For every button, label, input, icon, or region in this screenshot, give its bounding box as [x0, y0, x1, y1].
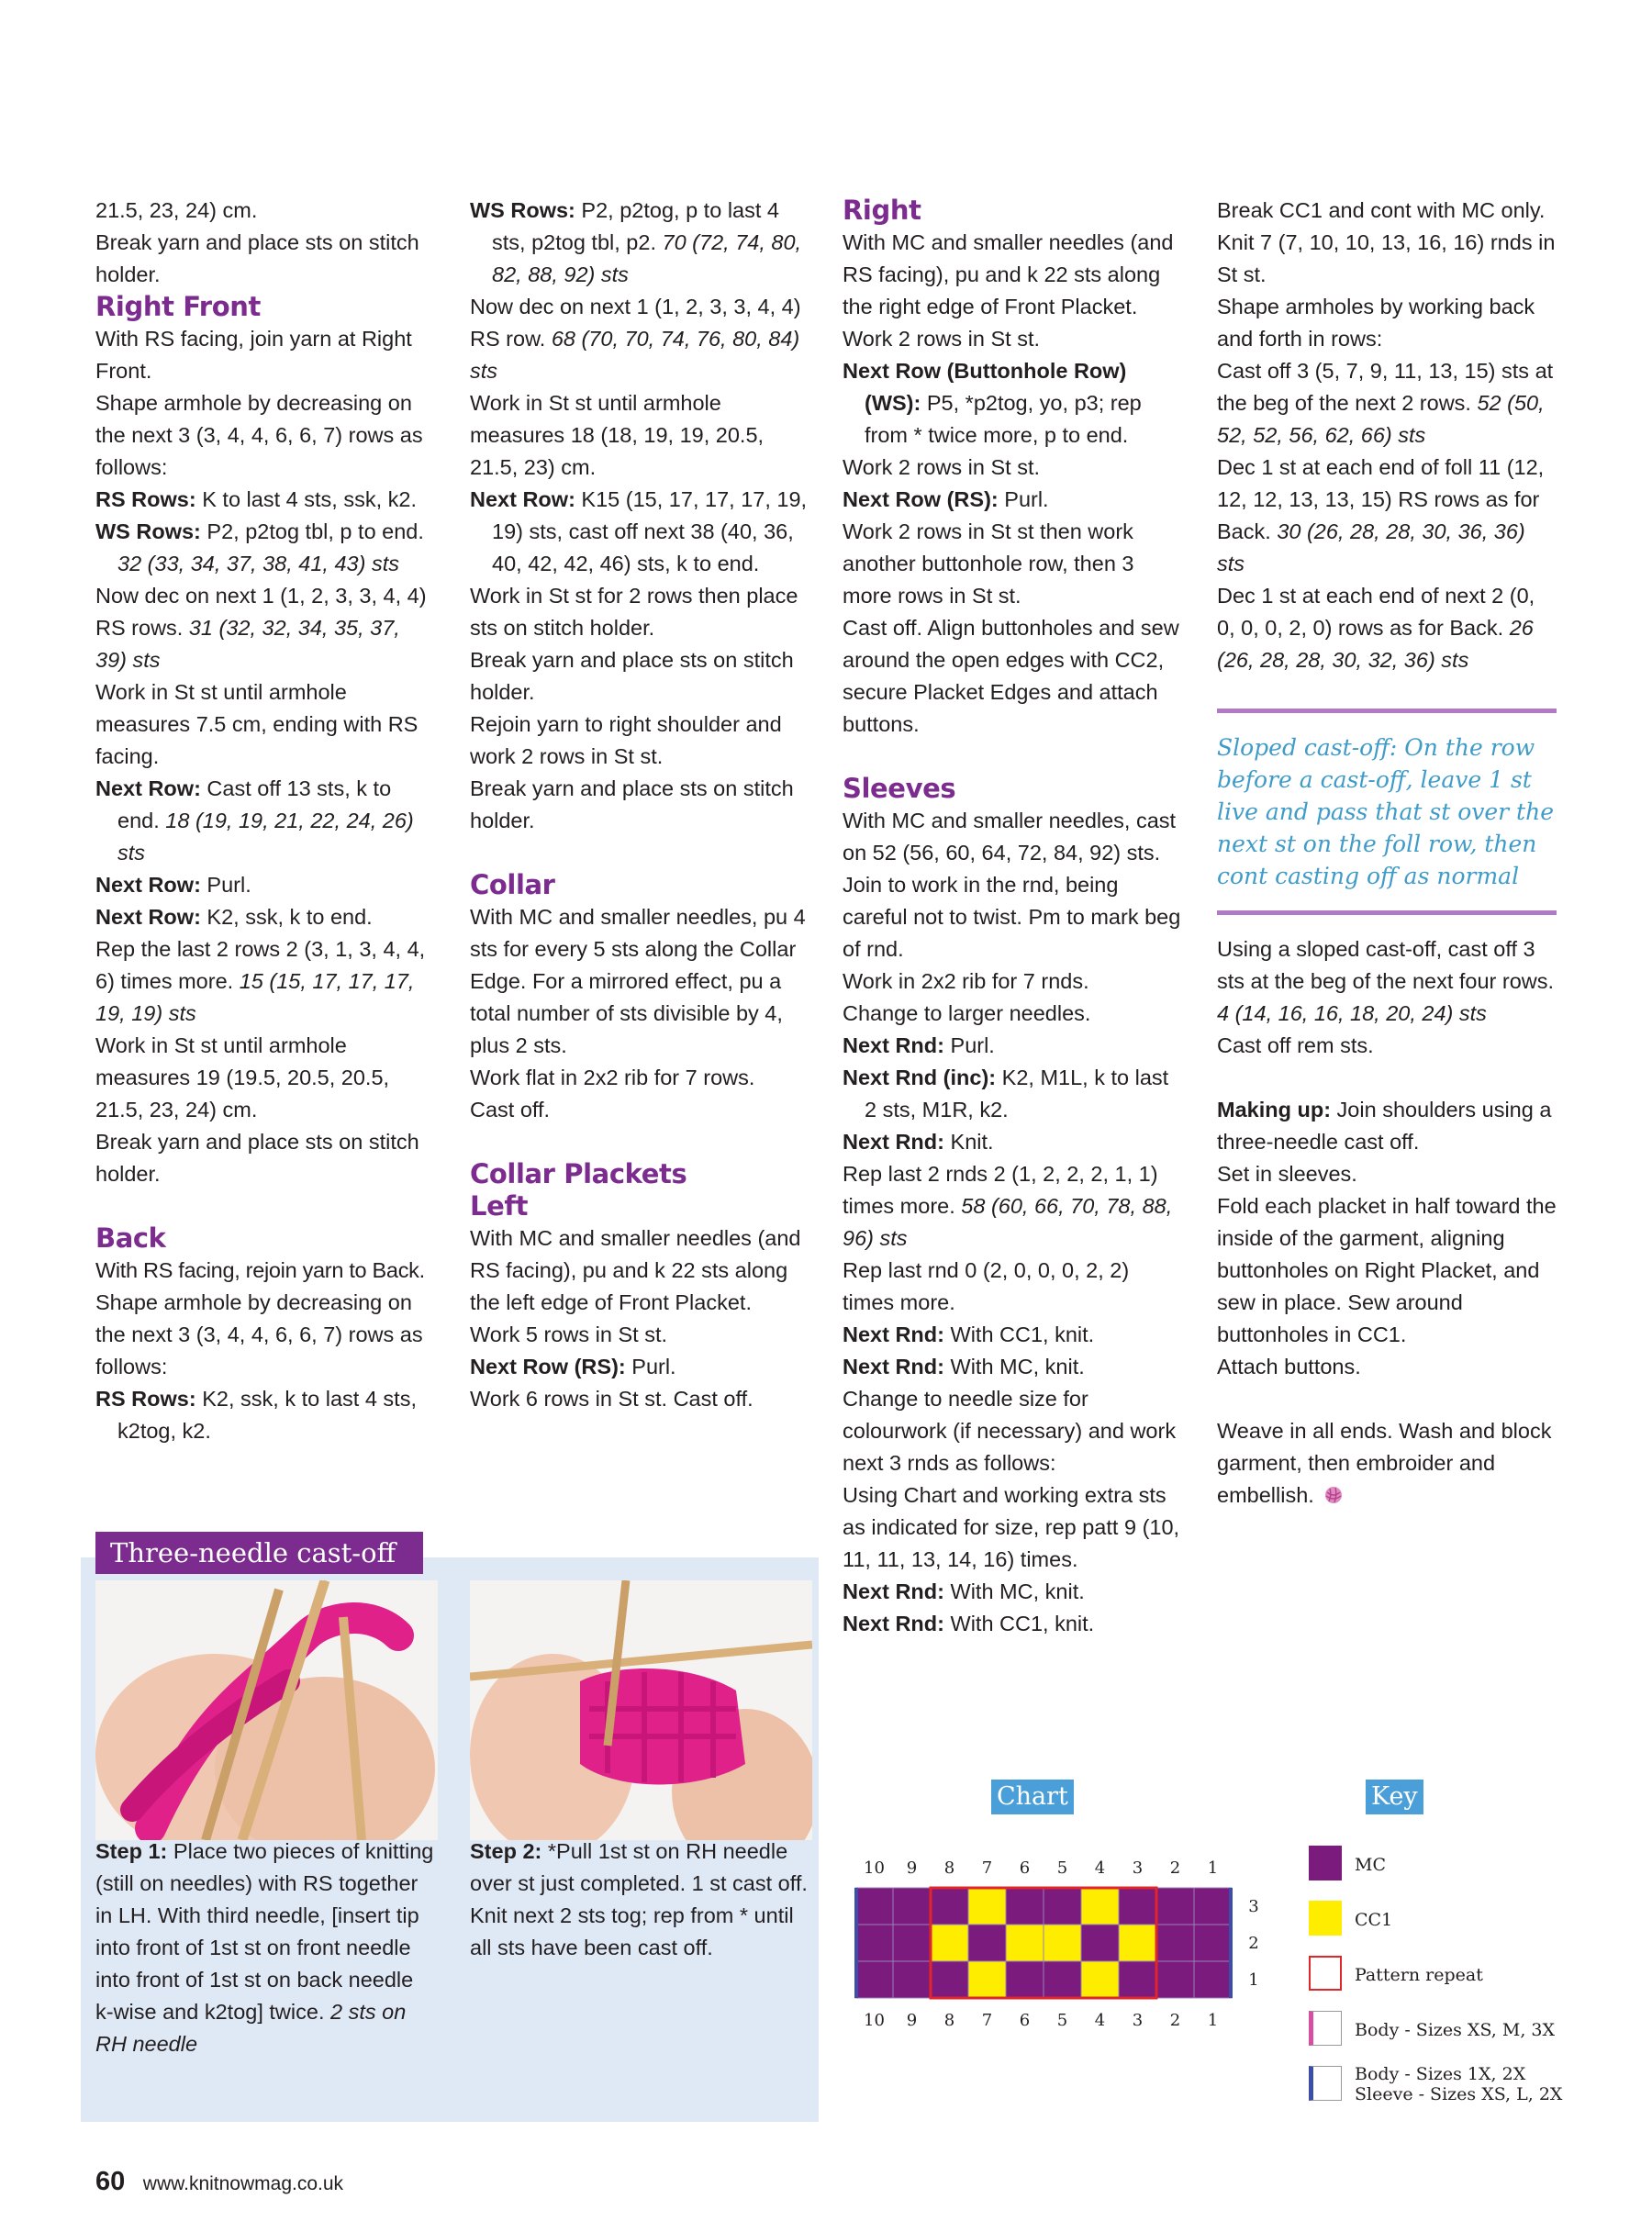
text-line: Shape armhole by decreasing on the next 3 (3, 4, 4, 6, 6, 7) rows as follows: [95, 1290, 423, 1378]
row-text: Now dec on next 1 (1, 2, 3, 3, 4, 4) RS row. [470, 295, 801, 351]
instruction [470, 291, 809, 387]
chart-cell [931, 1888, 968, 1925]
stitch-count: 26 (26, 28, 28, 30, 32, 36) sts [1217, 616, 1534, 672]
text-line: Work flat in 2x2 rib for 7 rows. [470, 1066, 755, 1089]
chart-cell [1044, 1925, 1081, 1961]
row-label: Next Rnd: [843, 1033, 944, 1057]
text-line: Work in St st until armhole measures 7.5 cm, ending with RS facing. [95, 680, 419, 768]
chart-column-number: 2 [1169, 1858, 1181, 1878]
instruction [95, 1383, 435, 1447]
row-text: P5, *p2tog, yo, p3; rep from * twice more, p to end. [865, 391, 1142, 447]
text-line: With RS facing, rejoin yarn to Back. [95, 1258, 425, 1282]
text-line: Knit 7 (7, 10, 10, 13, 16, 16) rnds in St st. [1217, 230, 1556, 286]
text-line: Rejoin yarn to right shoulder and work 2 rows in St st. [470, 712, 782, 768]
row-label: Next Rnd (inc): [843, 1066, 997, 1089]
row-text: Rep last 2 rnds 2 (1, 2, 2, 2, 1, 1) times more. [843, 1162, 1158, 1218]
column-1 [95, 195, 435, 1447]
step1-text: Place two pieces of knitting (still on needles) with RS together in LH. With third needle, [insert tip into front of 1st st on front needle into front of 1st st on back needle k-wise and k2tog] twice. [95, 1839, 434, 2024]
text-line: With MC and smaller needles, cast on 52 (56, 60, 64, 72, 84, 92) sts. Join to work in the rnd, being careful not to twist. Pm to mark beg of rnd. [843, 809, 1181, 961]
key-swatch-body1 [1309, 2011, 1342, 2046]
step2-caption [470, 1836, 809, 1964]
instruction [843, 1062, 1182, 1126]
text-line [1217, 1415, 1557, 1512]
text-line: Using Chart and working extra sts as indicated for size, rep patt 9 (10, 11, 11, 13, 14, 16) times. [843, 1483, 1180, 1571]
heading-right-front: Right Front [95, 291, 261, 322]
instruction [843, 1158, 1182, 1255]
text-line: Work 2 rows in St st then work another buttonhole row, then 3 more rows in St st. [843, 519, 1134, 608]
text-line: Break yarn and place sts on stitch holder. [470, 648, 794, 704]
chart-cell [893, 1888, 931, 1925]
row-label: WS Rows: [470, 198, 575, 222]
instruction [470, 1351, 809, 1383]
chart-column-number: 7 [981, 2011, 993, 2030]
chart-row-number: 2 [1248, 1934, 1259, 1953]
stitch-count: 70 (72, 74, 80, 82, 88, 92) sts [492, 230, 802, 286]
tip-sloped-cast-off: Sloped cast-off: On the row before a cast-off, leave 1 st live and pass that st over the next st on the foll row, then cont casting off as normal [1217, 734, 1555, 889]
row-text: Purl. [943, 1033, 995, 1057]
row-text: With MC, knit. [943, 1355, 1085, 1378]
text-line: With MC and smaller needles (and RS facing), pu and k 22 sts along the right edge of Front Placket. [843, 230, 1174, 318]
row-label: Next Row: [470, 487, 575, 511]
chart-cell [1044, 1961, 1081, 1998]
key-label-repeat: Pattern repeat [1355, 1965, 1483, 1985]
stitch-count: 30 (26, 28, 28, 30, 36, 36) sts [1217, 519, 1525, 575]
instruction [843, 1126, 1182, 1158]
key-label-body1: Body - Sizes XS, M, 3X [1355, 2020, 1556, 2040]
row-text: P2, p2tog, p to last 4 sts, p2tog tbl, p2. [492, 198, 779, 254]
row-text: K15 (15, 17, 17, 17, 19, 19) sts, cast off next 38 (40, 36, 40, 42, 42, 46) sts, k to end. [492, 487, 808, 575]
chart-title: Chart [991, 1780, 1074, 1814]
text-line: Set in sleeves. [1217, 1162, 1357, 1186]
stitch-count: 58 (60, 66, 70, 78, 88, 96) sts [843, 1194, 1173, 1250]
chart-area [844, 1767, 1597, 2143]
text-line: Work 6 rows in St st. Cast off. [470, 1387, 753, 1411]
chart-cell [1156, 1925, 1194, 1961]
chart-cell [1081, 1888, 1119, 1925]
instruction [95, 516, 435, 580]
row-text: K2, M1L, k to last 2 sts, M1R, k2. [865, 1066, 1169, 1122]
row-text: Knit. [943, 1130, 994, 1154]
text-line: Break yarn and place sts on stitch holder. [95, 230, 419, 286]
chart-cell [1119, 1961, 1156, 1998]
text-line: Work in St st until armhole measures 19 (19.5, 20.5, 20.5, 21.5, 23, 24) cm. [95, 1033, 390, 1122]
heading-left: Left [470, 1190, 529, 1222]
row-text: P2, p2tog tbl, p to end. [200, 519, 424, 543]
row-text: Rep the last 2 rows 2 (3, 1, 3, 4, 4, 6) times more. [95, 937, 426, 993]
row-text: Purl. [998, 487, 1049, 511]
text-line: Work in 2x2 rib for 7 rnds. [843, 969, 1089, 993]
chart-column-number: 10 [864, 2011, 885, 2030]
chart-column-number: 8 [943, 1858, 955, 1878]
key-swatch-mc [1309, 1846, 1342, 1880]
chart-column-number: 5 [1056, 1858, 1068, 1878]
instruction [470, 484, 809, 580]
row-label: Next Row (RS): [470, 1355, 626, 1378]
text-line: Change to larger needles. [843, 1001, 1091, 1025]
chart-column-number: 6 [1019, 1858, 1031, 1878]
key-label-cc1: CC1 [1355, 1910, 1393, 1930]
instruction [843, 1319, 1182, 1351]
row-label: Next Rnd: [843, 1322, 944, 1346]
text-line: Shape armhole by decreasing on the next 3 (3, 4, 4, 6, 6, 7) rows as follows: [95, 391, 423, 479]
yarn-ball-icon [1323, 1485, 1344, 1505]
key-swatch-body2 [1309, 2066, 1342, 2101]
text-line: Attach buttons. [1217, 1355, 1361, 1378]
row-label: RS Rows: [95, 1387, 196, 1411]
row-text: K2, ssk, k to last 4 sts, k2tog, k2. [117, 1387, 417, 1443]
heading-right: Right [843, 195, 921, 226]
chart-column-number: 3 [1132, 2011, 1144, 2030]
heading-back: Back [95, 1222, 166, 1254]
text-line: Break CC1 and cont with MC only. [1217, 198, 1546, 222]
instruction [1217, 355, 1557, 452]
chart-cell [1006, 1925, 1044, 1961]
chart-column-number: 5 [1056, 2011, 1068, 2030]
text-line: Fold each placket in half toward the inside of the garment, aligning buttonholes on Right Placket, and sew in place. Sew around buttonholes in CC1. [1217, 1194, 1557, 1346]
chart-column-number: 1 [1207, 2011, 1219, 2030]
stitch-count: 15 (15, 17, 17, 17, 19, 19) sts [95, 969, 415, 1025]
stitch-count: 68 (70, 70, 74, 76, 80, 84) sts [470, 327, 800, 383]
row-text: Weave in all ends. Wash and block garment, then embroider and embellish. [1217, 1419, 1552, 1507]
chart-cell [1119, 1888, 1156, 1925]
instruction [843, 1576, 1182, 1608]
chart-cell [931, 1925, 968, 1961]
row-text: Purl. [625, 1355, 676, 1378]
chart-cell [1044, 1888, 1081, 1925]
instruction [95, 933, 435, 1030]
stitch-count: 4 (14, 16, 16, 18, 20, 24) sts [1217, 1001, 1487, 1025]
text-line: With MC and smaller needles (and RS facing), pu and k 22 sts along the left edge of Front Placket. [470, 1226, 801, 1314]
row-label: Next Row: [95, 873, 201, 897]
row-text: With CC1, knit. [943, 1322, 1095, 1346]
row-text: Using a sloped cast-off, cast off 3 sts at the beg of the next four rows. [1217, 937, 1555, 993]
instruction [95, 773, 435, 869]
step1-note: 2 sts on RH needle [95, 2000, 407, 2056]
instruction [843, 1351, 1182, 1383]
key-label-body2a: Body - Sizes 1X, 2X [1355, 2064, 1526, 2084]
text-line: Break yarn and place sts on stitch holder. [95, 1130, 419, 1186]
chart-cell [931, 1961, 968, 1998]
text-line: Change to needle size for colourwork (if necessary) and work next 3 rnds as follows: [843, 1387, 1177, 1475]
text-line: Cast off rem sts. [1217, 1033, 1374, 1057]
colourwork-chart [844, 1831, 1285, 2125]
key-label-body2b: Sleeve - Sizes XS, L, 2X [1355, 2084, 1563, 2104]
chart-cell [1081, 1961, 1119, 1998]
chart-cell [1194, 1925, 1232, 1961]
row-label: RS Rows: [95, 487, 196, 511]
step2-photo [470, 1580, 812, 1840]
chart-cell [855, 1925, 893, 1961]
footer-url: www.knitnowmag.co.uk [142, 2173, 344, 2194]
instruction [1217, 1094, 1557, 1158]
step2-label: Step 2: [470, 1839, 542, 1863]
text-line: Work 2 rows in St st. [843, 455, 1041, 479]
instruction [95, 869, 435, 901]
text-line: Work in St st for 2 rows then place sts on stitch holder. [470, 584, 798, 640]
row-label: Next Row: [95, 905, 201, 929]
text-line: Rep last rnd 0 (2, 0, 0, 0, 2, 2) times more. [843, 1258, 1130, 1314]
row-label: Next Row: [95, 776, 201, 800]
step1-label: Step 1: [95, 1839, 168, 1863]
row-label: Next Row (RS): [843, 487, 999, 511]
column-2 [470, 195, 809, 1415]
instruction [95, 484, 435, 516]
chart-cell [968, 1961, 1006, 1998]
row-label: Next Rnd: [843, 1579, 944, 1603]
chart-column-number: 9 [906, 2011, 918, 2030]
row-label: Next Row (Buttonhole Row) (WS): [843, 359, 1127, 415]
heading-collar: Collar [470, 869, 555, 900]
column-3 [843, 195, 1182, 1640]
box-title: Three-needle cast-off [95, 1532, 423, 1574]
chart-cell [968, 1888, 1006, 1925]
chart-column-number: 8 [943, 2011, 955, 2030]
chart-cell [1006, 1961, 1044, 1998]
row-text: With MC, knit. [943, 1579, 1085, 1603]
stitch-count: 18 (19, 19, 21, 22, 24, 26) sts [117, 809, 414, 865]
chart-cell [1156, 1961, 1194, 1998]
stitch-count: 52 (50, 52, 52, 56, 62, 66) sts [1217, 391, 1545, 447]
chart-column-number: 3 [1132, 1858, 1144, 1878]
chart-cell [893, 1925, 931, 1961]
chart-cell [1194, 1888, 1232, 1925]
chart-cell [893, 1961, 931, 1998]
text-line: With MC and smaller needles, pu 4 sts for every 5 sts along the Collar Edge. For a mirrored effect, pu a total number of sts divisible by 4, plus 2 sts. [470, 905, 806, 1057]
key-swatch-cc1 [1309, 1901, 1342, 1936]
row-label: Next Rnd: [843, 1612, 944, 1635]
row-text: Cast off 13 sts, k to end. [117, 776, 392, 832]
text-line: Work 2 rows in St st. [843, 327, 1041, 351]
chart-column-number: 9 [906, 1858, 918, 1878]
chart-cell [1194, 1961, 1232, 1998]
row-text: K2, ssk, k to end. [200, 905, 373, 929]
key-label-mc: MC [1355, 1855, 1386, 1875]
row-text: Dec 1 st at each end of foll 11 (12, 12, 12, 13, 13, 15) RS rows as for Back. [1217, 455, 1545, 543]
chart-cell [1119, 1925, 1156, 1961]
chart-column-number: 6 [1019, 2011, 1031, 2030]
chart-cell [1156, 1888, 1194, 1925]
instruction [843, 484, 1182, 516]
row-text: Dec 1 st at each end of next 2 (0, 0, 0, 0, 2, 0) rows as for Back. [1217, 584, 1535, 640]
row-label: WS Rows: [95, 519, 201, 543]
text-line: Cast off. [470, 1098, 551, 1122]
stitch-count: 32 (33, 34, 37, 38, 41, 43) sts [117, 552, 400, 575]
row-text: Now dec on next 1 (1, 2, 3, 3, 4, 4) RS rows. [95, 584, 427, 640]
key-swatch-repeat [1309, 1956, 1342, 1991]
text-line: Work 5 rows in St st. [470, 1322, 668, 1346]
row-text: Purl. [200, 873, 251, 897]
instruction [843, 1608, 1182, 1640]
row-text: Join shoulders using a three-needle cast off. [1217, 1098, 1552, 1154]
key-title: Key [1366, 1780, 1423, 1814]
chart-cell [855, 1888, 893, 1925]
chart-cell [855, 1961, 893, 1998]
step2-text: *Pull 1st st on RH needle over st just completed. 1 st cast off. Knit next 2 sts tog; rep from * until all sts have been cast off. [470, 1839, 808, 1959]
text-line: Shape armholes by working back and forth in rows: [1217, 295, 1535, 351]
chart-row-number: 3 [1248, 1897, 1259, 1916]
chart-cell [1006, 1888, 1044, 1925]
row-label: Next Rnd: [843, 1355, 944, 1378]
chart-column-number: 10 [864, 1858, 885, 1878]
row-text: K to last 4 sts, ssk, k2. [195, 487, 417, 511]
instruction [1217, 933, 1557, 1030]
instruction [470, 195, 809, 291]
text-line: Cast off. Align buttonholes and sew around the open edges with CC2, secure Placket Edges and attach buttons. [843, 616, 1179, 736]
instruction [1217, 580, 1557, 676]
chart-row-number: 1 [1248, 1970, 1259, 1990]
text-line: Break yarn and place sts on stitch holder. [470, 776, 794, 832]
heading-sleeves: Sleeves [843, 773, 956, 804]
row-label: Making up: [1217, 1098, 1332, 1122]
chart-column-number: 1 [1207, 1858, 1219, 1878]
chart-cell [1081, 1925, 1119, 1961]
row-text: Cast off 3 (5, 7, 9, 11, 13, 15) sts at the beg of the next 2 rows. [1217, 359, 1554, 415]
instruction [95, 580, 435, 676]
instruction [843, 1030, 1182, 1062]
chart-cell [968, 1925, 1006, 1961]
chart-column-number: 4 [1094, 1858, 1106, 1878]
step1-photo [95, 1580, 438, 1840]
instruction [1217, 452, 1557, 580]
row-text: With CC1, knit. [943, 1612, 1095, 1635]
page-number: 60 [95, 2167, 126, 2196]
step1-caption [95, 1836, 435, 2060]
instruction [843, 355, 1182, 452]
stitch-count: 31 (32, 32, 34, 35, 37, 39) sts [95, 616, 400, 672]
heading-collar-plackets: Collar Plackets [470, 1158, 687, 1189]
text-line: Work in St st until armhole measures 18 (18, 19, 19, 20.5, 21.5, 23) cm. [470, 391, 765, 479]
chart-column-number: 2 [1169, 2011, 1181, 2030]
column-4 [1217, 195, 1557, 1512]
text-line: With RS facing, join yarn at Right Front. [95, 327, 412, 383]
chart-column-number: 4 [1094, 2011, 1106, 2030]
chart-column-number: 7 [981, 1858, 993, 1878]
row-label: Next Rnd: [843, 1130, 944, 1154]
footer [95, 2167, 343, 2197]
instruction [95, 901, 435, 933]
text-line: 21.5, 23, 24) cm. [95, 198, 258, 222]
